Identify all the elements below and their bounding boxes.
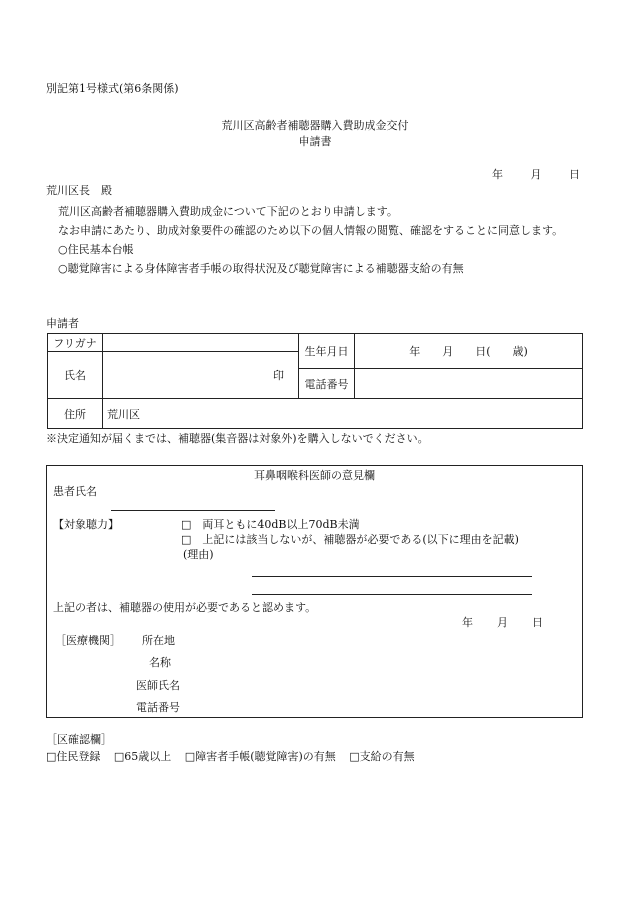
purchase-notice: ※決定通知が届くまでは、補聴器(集音器は対象外)を購入しないでください。 bbox=[46, 432, 429, 445]
opinion-date-day: 日 bbox=[532, 616, 543, 629]
phone-label: 電話番号 bbox=[299, 369, 355, 399]
reason-line-2[interactable] bbox=[252, 594, 532, 595]
check-disability-certificate[interactable]: □障害者手帳(聴覚障害)の有無 bbox=[184, 750, 336, 763]
target-hearing-label: 【対象聴力】 bbox=[53, 518, 119, 531]
institution-location-label: 所在地 bbox=[142, 634, 175, 647]
hearing-option-1[interactable]: □ 両耳ともに40dB以上70dB未満 bbox=[181, 518, 360, 531]
furigana-field[interactable] bbox=[103, 334, 299, 352]
check-resident-registration[interactable]: □住民登録 bbox=[46, 750, 101, 763]
patient-name-line[interactable] bbox=[111, 510, 275, 511]
birthdate-label: 生年月日 bbox=[299, 334, 355, 369]
consent-item-resident-registry: ○住民基本台帳 bbox=[58, 243, 134, 256]
addressee: 荒川区長 殿 bbox=[46, 184, 112, 197]
medical-institution-label: ［医療機関］ bbox=[55, 634, 121, 647]
request-statement: 荒川区高齢者補聴器購入費助成金について下記のとおり申請します。 bbox=[58, 205, 398, 218]
birthdate-field[interactable]: 年 月 日( 歳) bbox=[355, 334, 583, 369]
date-month: 月 bbox=[530, 168, 542, 181]
reason-line-1[interactable] bbox=[252, 576, 532, 577]
name-field[interactable] bbox=[103, 352, 299, 399]
ward-check-label: ［区確認欄］ bbox=[46, 733, 112, 746]
application-date[interactable] bbox=[468, 168, 580, 181]
check-supply-status[interactable]: □支給の有無 bbox=[349, 750, 415, 763]
opinion-date[interactable] bbox=[462, 616, 543, 629]
date-day: 日 bbox=[569, 168, 580, 181]
consent-statement: なお申請にあたり、助成対象要件の確認のため以下の個人情報の閲覧、確認をすることに同意します。 bbox=[58, 224, 564, 237]
seal-mark: 印 bbox=[273, 369, 284, 382]
opinion-date-year: 年 bbox=[462, 616, 473, 629]
doctor-name-label: 医師氏名 bbox=[136, 679, 180, 692]
address-field[interactable]: 荒川区 bbox=[103, 399, 583, 429]
reason-label: (理由) bbox=[183, 548, 214, 561]
date-year: 年 bbox=[492, 168, 503, 181]
opinion-date-month: 月 bbox=[497, 616, 508, 629]
document-subtitle: 申請書 bbox=[298, 135, 332, 148]
physician-opinion-box bbox=[46, 465, 583, 718]
patient-name-label: 患者氏名 bbox=[53, 485, 97, 498]
institution-name-label: 名称 bbox=[149, 656, 171, 669]
document-title: 荒川区高齢者補聴器購入費助成金交付 bbox=[221, 119, 409, 132]
recognition-statement: 上記の者は、補聴器の使用が必要であると認めます。 bbox=[53, 601, 317, 614]
consent-item-disability-certificate: ○聴覚障害による身体障害者手帳の取得状況及び聴覚障害による補聴器支給の有無 bbox=[58, 262, 464, 275]
applicant-table bbox=[47, 333, 583, 429]
furigana-label: フリガナ bbox=[48, 334, 103, 352]
check-over-65[interactable]: □65歳以上 bbox=[113, 750, 172, 763]
institution-phone-label: 電話番号 bbox=[136, 701, 180, 714]
address-label: 住所 bbox=[48, 399, 103, 429]
form-number: 別記第1号様式(第6条関係) bbox=[46, 82, 179, 95]
applicant-label: 申請者 bbox=[46, 317, 79, 330]
ward-check-items bbox=[46, 750, 425, 763]
name-label: 氏名 bbox=[48, 352, 103, 399]
opinion-title: 耳鼻咽喉科医師の意見欄 bbox=[254, 469, 375, 482]
phone-field[interactable] bbox=[355, 369, 583, 399]
hearing-option-2[interactable]: □ 上記には該当しないが、補聴器が必要である(以下に理由を記載) bbox=[181, 533, 519, 546]
